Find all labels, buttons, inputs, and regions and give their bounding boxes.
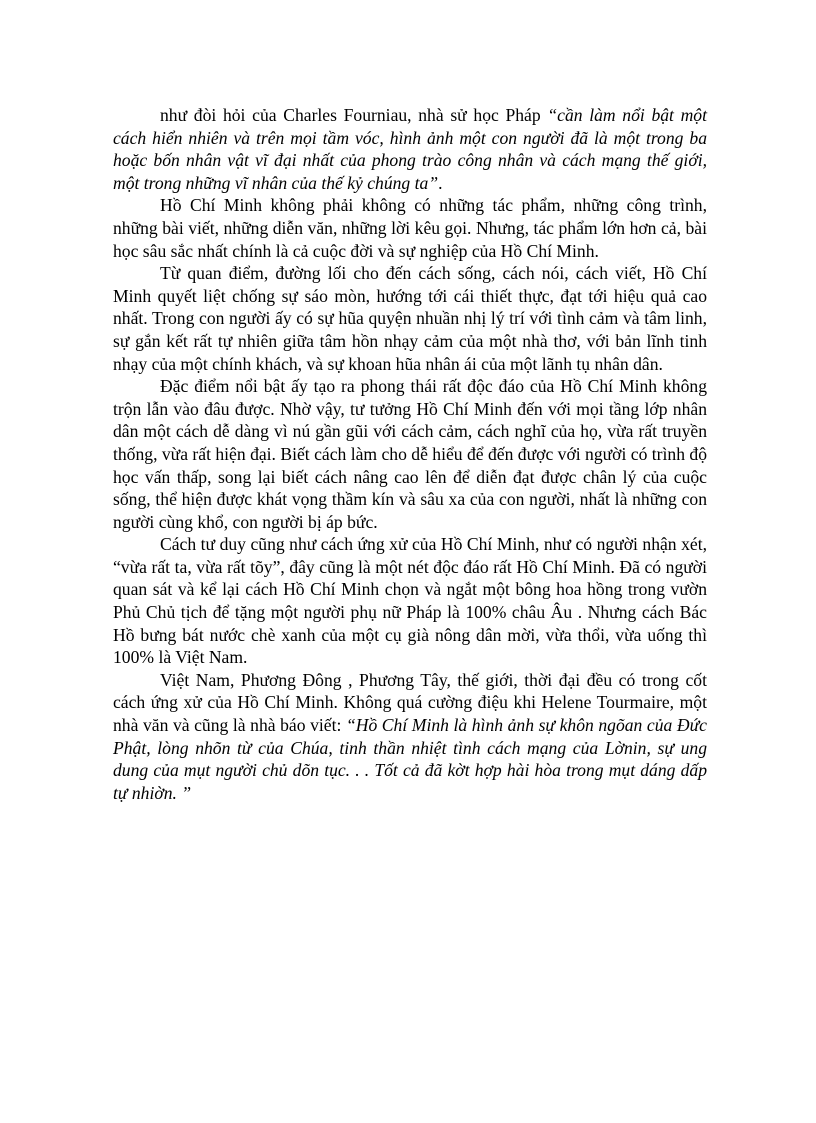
tourmaire-quote: “Hồ Chí Minh là hình ảnh sự khôn ngõan của Đức Phật, lòng nhõn từ của Chúa, tinh thần nhiệt tình cách mạng của Lờnin, sự ung dung của mụt người chủ dõn tục. . . Tốt cả đã kờt hợp hài hòa trong mụt dáng dấp tự nhiờn. ” [113,715,707,803]
paragraph-3 [113,262,707,375]
paragraph-1-lead: như đòi hỏi của Charles Fourniau, nhà sử học Pháp [160,105,548,125]
paragraph-6 [113,669,707,805]
paragraph-2 [113,194,707,262]
paragraph-3-text: Từ quan điểm, đường lối cho đến cách sống, cách nói, cách viết, Hồ Chí Minh quyết liệt chống sự sáo mòn, hướng tới cái thiết thực, đạt tới hiệu quả cao nhất. Trong con người ấy có sự hũa quyện nhuần nhị lý trí với tình cảm và tâm linh, sự gắn kết rất tự nhiên giữa tâm hồn nhạy cảm của một nhà thơ, với bản lĩnh tinh nhạy của một chính khách, và sự khoan hũa nhân ái của một lãnh tụ nhân dân. [113,263,707,374]
paragraph-5-text: Cách tư duy cũng như cách ứng xử của Hồ Chí Minh, như có người nhận xét, “vừa rất ta, vừa rất tõy”, đây cũng là một nét độc đáo rất Hồ Chí Minh. Đã có người quan sát và kể lại cách Hồ Chí Minh chọn và ngắt một bông hoa hồng trong vườn Phủ Chủ tịch để tặng một người phụ nữ Pháp là 100% châu Âu . Nhưng cách Bác Hồ bưng bát nước chè xanh của một cụ già nông dân mời, vừa thổi, vừa uống thì 100% là Việt Nam. [113,534,707,668]
paragraph-1-tail: . [438,172,443,193]
paragraph-6-lead: Việt Nam, Phương Đông , Phương Tây, thế giới, thời đại đều có trong cốt cách ứng xử của Hồ Chí Minh. Không quá cường điệu khi Helene Tourmaire, một nhà văn và cũng là nhà báo viết: [113,669,707,736]
fourniau-quote: “cần làm nổi bật một cách hiển nhiên và trên mọi tầm vóc, hình ảnh một con người đã là một trong ba hoặc bốn nhân vật vĩ đại nhất của phong trào công nhân và cách mạng thế giới, một trong những vĩ nhân của thế kỷ chúng ta” [113,105,707,193]
body-text [113,104,707,804]
paragraph-2-text: Hồ Chí Minh không phải không có những tác phẩm, những công trình, những bài viết, những diễn văn, những lời kêu gọi. Nhưng, tác phẩm lớn hơn cả, bài học sâu sắc nhất chính là cả cuộc đời và sự nghiệp của Hồ Chí Minh. [113,195,707,261]
paragraph-5 [113,533,707,669]
paragraph-4 [113,375,707,533]
paragraph-1 [113,104,707,194]
paragraph-4-text: Đặc điểm nổi bật ấy tạo ra phong thái rất độc đáo của Hồ Chí Minh không trộn lẫn vào đâu được. Nhờ vậy, tư tưởng Hồ Chí Minh đến với mọi tầng lớp nhân dân một cách dễ dàng vì nú gần gũi với cách cảm, cách nghĩ của họ, vừa rất truyền thống, vừa rất hiện đại. Biết cách làm cho dễ hiểu để đến được với người có trình độ học vấn thấp, song lại biết cách nâng cao lên để diễn đạt được chân lý của cuộc sống, thể hiện được khát vọng thầm kín và sâu xa của con người, nhất là những con người cùng khổ, con người bị áp bức. [113,376,707,532]
